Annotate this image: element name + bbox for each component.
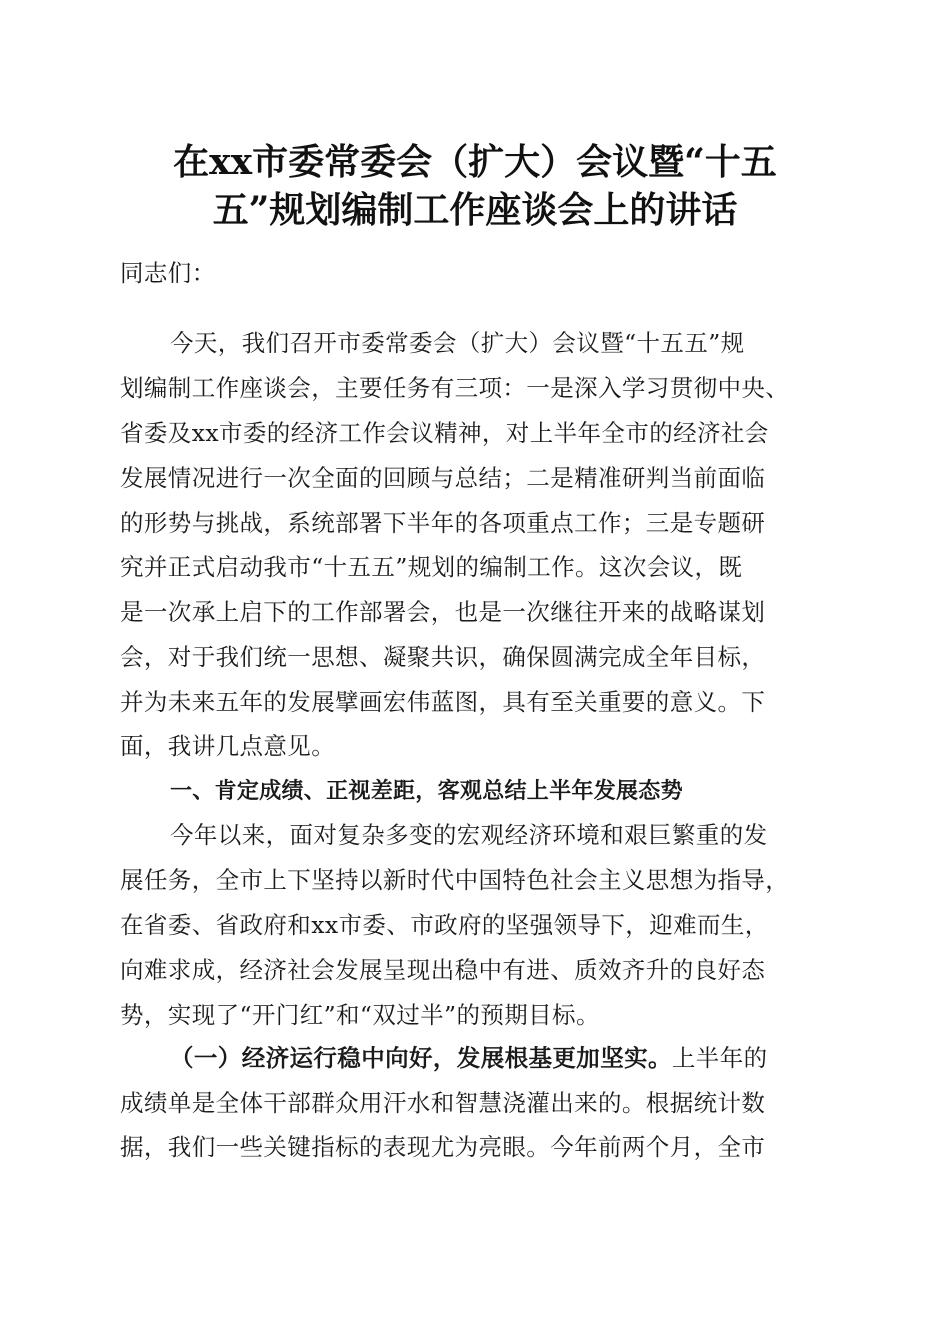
document-title-line-2: 五”规划编制工作座谈会上的讲话 (212, 189, 738, 231)
paragraph-1-line-7: 是一次承上启下的工作部署会，也是一次继往开来的战略谋划 (120, 598, 766, 626)
paragraph-2-line-1: 今年以来，面对复杂多变的宏观经济环境和艰巨繁重的发 (170, 821, 768, 849)
paragraph-3-line-2: 成绩单是全体干部群众用汗水和智慧浇灌出来的。根据统计数 (120, 1089, 766, 1117)
salutation: 同志们： (120, 259, 216, 287)
paragraph-1-line-9: 并为未来五年的发展擘画宏伟蓝图，具有至关重要的意义。下 (120, 688, 766, 716)
paragraph-1-line-5: 的形势与挑战，系统部署下半年的各项重点工作；三是专题研 (120, 509, 766, 537)
document-title-line-1: 在xx市委常委会（扩大）会议暨“十五 (173, 141, 777, 183)
subsection-1-lead: （一）经济运行稳中向好，发展根基更加坚实。 (170, 1044, 672, 1072)
paragraph-3-start: 上半年的 (671, 1044, 768, 1072)
paragraph-1-line-8: 会，对于我们统一思想、凝聚共识，确保圆满完成全年目标， (120, 643, 766, 671)
paragraph-2-line-2: 展任务，全市上下坚持以新时代中国特色社会主义思想为指导， (120, 866, 790, 894)
paragraph-2-line-3: 在省委、省政府和xx市委、市政府的坚强领导下，迎难而生， (120, 911, 769, 939)
paragraph-3-line-1 (170, 1043, 910, 1073)
paragraph-1-line-3: 省委及xx市委的经济工作会议精神，对上半年全市的经济社会 (120, 419, 769, 447)
paragraph-2-line-4: 向难求成，经济社会发展呈现出稳中有进、质效齐升的良好态 (120, 956, 766, 984)
paragraph-1-line-1: 今天，我们召开市委常委会（扩大）会议暨“十五五”规 (170, 329, 745, 357)
section-1-heading: 一、肯定成绩、正视差距，客观总结上半年发展态势 (170, 779, 683, 804)
paragraph-2-line-5: 势，实现了“开门红”和“双过半”的预期目标。 (120, 1001, 600, 1029)
paragraph-1-line-6: 究并正式启动我市“十五五”规划的编制工作。这次会议，既 (120, 553, 743, 581)
paragraph-1-line-2: 划编制工作座谈会，主要任务有三项：一是深入学习贯彻中央、 (120, 374, 790, 402)
paragraph-1-line-10: 面，我讲几点意见。 (120, 732, 336, 760)
paragraph-3-line-3: 据，我们一些关键指标的表现尤为亮眼。今年前两个月，全市 (120, 1133, 766, 1161)
paragraph-1-line-4: 发展情况进行一次全面的回顾与总结；二是精准研判当前面临 (120, 464, 766, 492)
